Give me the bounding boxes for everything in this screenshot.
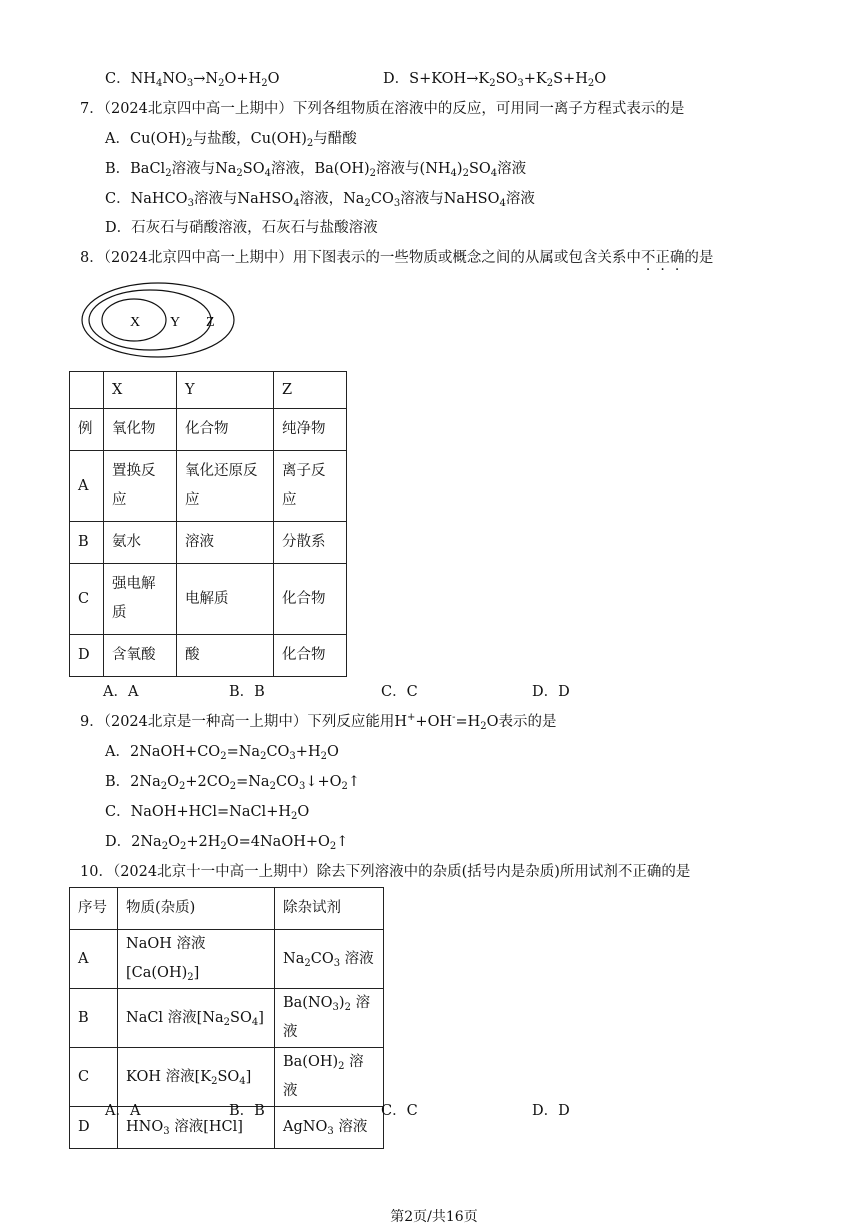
choice-d: D．D xyxy=(532,684,570,700)
table-cell: D xyxy=(70,635,104,677)
table-cell: 酸 xyxy=(177,635,274,677)
table-row xyxy=(70,451,347,522)
table-cell: $Ba(NO_3)_2$ 溶液 xyxy=(275,989,384,1048)
table-cell: 电解质 xyxy=(177,564,274,635)
diagram-label-y: Y xyxy=(170,315,181,330)
choice-a: A．A xyxy=(103,684,139,700)
q9-stem: 9．（2024北京是一种高一上期中）下列反应能用$H^++OH^-=H_2O$表示的是 xyxy=(80,712,557,732)
table-cell: C xyxy=(70,1048,118,1107)
table-cell: 强电解质 xyxy=(104,564,177,635)
table-row xyxy=(70,522,347,564)
table-cell: D xyxy=(70,1107,118,1149)
choice-a: A．A xyxy=(105,1103,141,1119)
table-cell: 化合物 xyxy=(274,564,347,635)
q7-option-b: B．BaCl$_2$溶液与$Na_2SO_4$溶液，$Ba(OH)_2$溶液与$(NH_4)_2SO_4$溶液 xyxy=(105,161,527,179)
choice-b: B．B xyxy=(229,1103,265,1119)
table-cell: 物质(杂质) xyxy=(118,888,275,930)
table-cell: 化合物 xyxy=(274,635,347,677)
q9-option-c: C．$NaOH+HCl=NaCl+H_2O$ xyxy=(105,804,310,822)
q8-table xyxy=(69,371,347,677)
q9-option-b: B．$2Na_2O_2+2CO_2=Na_2CO_3↓+O_2↑$ xyxy=(105,774,361,792)
table-cell: A xyxy=(70,930,118,989)
choice-c: C．C xyxy=(381,1103,418,1119)
emphasis-char: 不 xyxy=(640,250,656,266)
choice-c: C．C xyxy=(381,684,418,700)
table-cell: 序号 xyxy=(70,888,118,930)
table-cell: 分散系 xyxy=(274,522,347,564)
page-number: 第2页/共16页 xyxy=(390,1209,478,1225)
diagram-label-z: Z xyxy=(206,315,215,330)
table-row xyxy=(70,989,384,1048)
middle-ellipse xyxy=(89,290,211,350)
table-cell: C xyxy=(70,564,104,635)
q7-option-c: C．NaHCO$_3$溶液与NaHSO$_4$溶液，$Na_2CO_3$溶液与NaHSO$_4$溶液 xyxy=(105,191,535,209)
choice-b: B．B xyxy=(229,684,265,700)
table-cell: $Na_2CO_3$ 溶液 xyxy=(275,930,384,989)
table-cell: 化合物 xyxy=(177,409,274,451)
q7-option-a: A．$Cu(OH)_2$与盐酸，$Cu(OH)_2$与醋酸 xyxy=(105,131,357,149)
table-cell: 例 xyxy=(70,409,104,451)
table-cell: A xyxy=(70,451,104,522)
table-cell: 纯净物 xyxy=(274,409,347,451)
table-cell: NaOH 溶液$[Ca(OH)_2]$ xyxy=(118,930,275,989)
table-cell: Y xyxy=(177,372,274,409)
table-cell xyxy=(70,372,104,409)
table-cell: Z xyxy=(274,372,347,409)
table-cell: KOH 溶液$[K_2SO_4]$ xyxy=(118,1048,275,1107)
table-cell: 氧化还原反应 xyxy=(177,451,274,522)
table-row xyxy=(70,1048,384,1107)
table-row xyxy=(70,409,347,451)
q10-stem: 10．（2024北京十一中高一上期中）除去下列溶液中的杂质(括号内是杂质)所用试剂不正确的是 xyxy=(80,864,691,880)
q8-stem: 8．（2024北京四中高一上期中）用下图表示的一些物质或概念之间的从属或包含关系中不正确的是 xyxy=(80,250,714,266)
table-cell: AgNO$_3$ 溶液 xyxy=(275,1107,384,1149)
table-cell: 氧化物 xyxy=(104,409,177,451)
table-cell: 氨水 xyxy=(104,522,177,564)
table-row xyxy=(70,564,347,635)
table-cell: X xyxy=(104,372,177,409)
table-cell: $HNO_3$ 溶液[HCl] xyxy=(118,1107,275,1149)
q9-option-a: A．$2NaOH+CO_2=Na_2CO_3+H_2O$ xyxy=(105,744,339,762)
table-cell: B xyxy=(70,522,104,564)
table-cell: B xyxy=(70,989,118,1048)
table-cell: 溶液 xyxy=(177,522,274,564)
q8-choices xyxy=(0,680,868,700)
diagram-label-x: X xyxy=(130,315,141,330)
emphasis-char: 确 xyxy=(669,250,685,266)
choice-d: D．D xyxy=(532,1103,570,1119)
table-cell: $Ba(OH)_2$ 溶液 xyxy=(275,1048,384,1107)
table-cell: NaCl 溶液$[Na_2SO_4]$ xyxy=(118,989,275,1048)
table-row xyxy=(70,635,347,677)
emphasis-char: 正 xyxy=(655,250,670,266)
q9-option-d: D．$2Na_2O_2+2H_2O=4NaOH+O_2↑$ xyxy=(105,834,349,852)
q6-option-c: C．$NH_4NO_3\to N_2O+H_2O$ xyxy=(105,71,280,89)
q10-choices xyxy=(0,1099,868,1119)
table-row xyxy=(70,930,384,989)
table-cell: 含氧酸 xyxy=(104,635,177,677)
table-cell: 离子反应 xyxy=(274,451,347,522)
nested-ellipse-diagram xyxy=(80,276,240,360)
q7-stem: 7．（2024北京四中高一上期中）下列各组物质在溶液中的反应，可用同一离子方程式表示的是 xyxy=(80,101,685,117)
table-header-row xyxy=(70,372,347,409)
table-header-row xyxy=(70,888,384,930)
table-cell: 除杂试剂 xyxy=(275,888,384,930)
table-cell: 置换反应 xyxy=(104,451,177,522)
q6-option-d: D．$S+KOH\to K_2SO_3+K_2S+H_2O$ xyxy=(383,71,607,89)
q7-option-d: D．石灰石与硝酸溶液，石灰石与盐酸溶液 xyxy=(105,220,378,236)
